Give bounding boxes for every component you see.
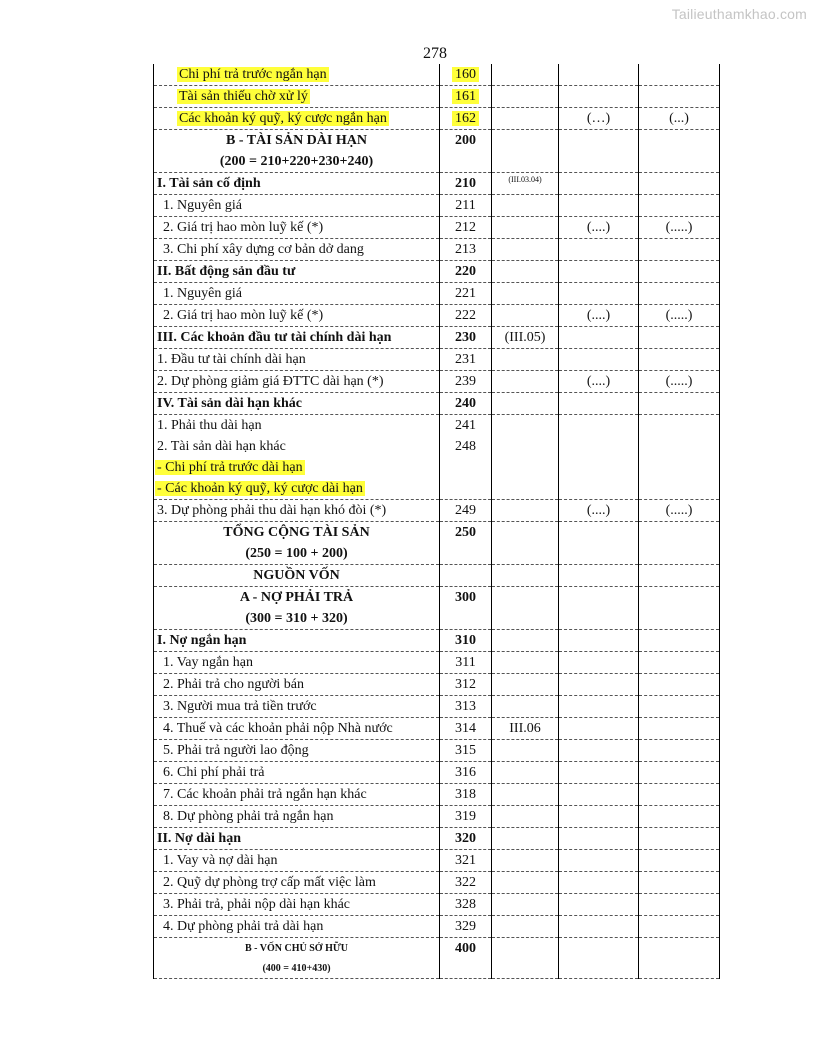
row-code: 161 (440, 86, 492, 108)
row-note (492, 64, 559, 86)
row-note (492, 894, 559, 916)
row-code (440, 565, 492, 587)
row-value-start: (.....) (639, 371, 720, 393)
row-value-start (639, 349, 720, 371)
section-heading-row (154, 522, 720, 544)
row-note (492, 938, 559, 959)
row-value-start (639, 130, 720, 152)
row-code: 250 (440, 522, 492, 544)
row-value-start (639, 522, 720, 544)
section-title: TỔNG CỘNG TÀI SẢN (154, 522, 440, 544)
row-label: - Các khoản ký quỹ, ký cược dài hạn (154, 478, 440, 500)
table-row (154, 86, 720, 108)
row-code: 210 (440, 173, 492, 195)
row-note (492, 130, 559, 152)
row-note (492, 784, 559, 806)
row-label: 1. Nguyên giá (154, 283, 440, 305)
row-label: 5. Phải trả người lao động (154, 740, 440, 762)
row-value-start (639, 151, 720, 173)
row-code (440, 543, 492, 565)
row-value-start: (...) (639, 108, 720, 130)
row-value-end (559, 415, 639, 437)
table-row (154, 393, 720, 415)
table-row (154, 872, 720, 894)
row-label: 3. Người mua trả tiền trước (154, 696, 440, 718)
row-value-end (559, 64, 639, 86)
row-value-end: (....) (559, 371, 639, 393)
row-code: 315 (440, 740, 492, 762)
row-value-start (639, 630, 720, 652)
row-note (492, 457, 559, 478)
table-row (154, 108, 720, 130)
row-value-start (639, 828, 720, 850)
row-label: Chi phí trả trước ngắn hạn (154, 64, 440, 86)
balance-sheet-table (153, 64, 720, 979)
table-row (154, 718, 720, 740)
row-value-start (639, 674, 720, 696)
section-title: B - TÀI SẢN DÀI HẠN (154, 130, 440, 152)
row-value-start (639, 916, 720, 938)
table-row (154, 415, 720, 437)
row-note (492, 762, 559, 784)
row-note (492, 86, 559, 108)
table-row (154, 740, 720, 762)
row-code: 248 (440, 436, 492, 457)
row-value-end (559, 872, 639, 894)
section-heading-row (154, 565, 720, 587)
formula-row (154, 608, 720, 630)
row-value-start (639, 436, 720, 457)
table-row (154, 630, 720, 652)
row-value-end (559, 938, 639, 959)
section-title: NGUỒN VỐN (154, 565, 440, 587)
row-label: 6. Chi phí phải trả (154, 762, 440, 784)
row-value-start: (.....) (639, 500, 720, 522)
table-row (154, 283, 720, 305)
row-code: 318 (440, 784, 492, 806)
table-row (154, 696, 720, 718)
row-value-end: (....) (559, 500, 639, 522)
row-value-start (639, 872, 720, 894)
row-note (492, 108, 559, 130)
row-label: 1. Nguyên giá (154, 195, 440, 217)
watermark: Tailieuthamkhao.com (671, 6, 807, 22)
row-label: 2. Giá trị hao mòn luỹ kế (*) (154, 305, 440, 327)
row-value-start (639, 718, 720, 740)
table-row (154, 478, 720, 500)
row-value-end (559, 261, 639, 283)
row-note (492, 217, 559, 239)
row-code: 249 (440, 500, 492, 522)
row-code (440, 958, 492, 979)
row-code: 230 (440, 327, 492, 349)
row-value-end (559, 283, 639, 305)
row-note (492, 872, 559, 894)
row-note (492, 393, 559, 415)
row-value-start (639, 652, 720, 674)
row-value-start (639, 478, 720, 500)
row-value-start (639, 938, 720, 959)
section-formula: (250 = 100 + 200) (154, 543, 440, 565)
balance-sheet (153, 64, 719, 979)
row-code: 160 (440, 64, 492, 86)
row-label: II. Nợ dài hạn (154, 828, 440, 850)
row-code: 213 (440, 239, 492, 261)
row-value-start (639, 762, 720, 784)
row-note (492, 436, 559, 457)
section-formula: (300 = 310 + 320) (154, 608, 440, 630)
table-row (154, 916, 720, 938)
row-note (492, 283, 559, 305)
table-row (154, 806, 720, 828)
row-code: 162 (440, 108, 492, 130)
table-row (154, 371, 720, 393)
row-value-start (639, 415, 720, 437)
row-value-start (639, 457, 720, 478)
row-note (492, 806, 559, 828)
table-row (154, 674, 720, 696)
row-value-end (559, 696, 639, 718)
table-row (154, 850, 720, 872)
row-note (492, 630, 559, 652)
row-value-end (559, 195, 639, 217)
row-note (492, 500, 559, 522)
row-value-end (559, 740, 639, 762)
row-code: 311 (440, 652, 492, 674)
row-label: Tài sản thiếu chờ xử lý (154, 86, 440, 108)
row-label: IV. Tài sản dài hạn khác (154, 393, 440, 415)
row-code: 321 (440, 850, 492, 872)
row-code: 221 (440, 283, 492, 305)
row-code: 240 (440, 393, 492, 415)
row-label: 3. Phải trả, phải nộp dài hạn khác (154, 894, 440, 916)
table-row (154, 64, 720, 86)
row-code (440, 478, 492, 500)
row-value-start (639, 283, 720, 305)
row-code: 241 (440, 415, 492, 437)
row-value-end (559, 349, 639, 371)
row-value-end (559, 828, 639, 850)
table-row (154, 784, 720, 806)
row-code: 211 (440, 195, 492, 217)
row-value-end (559, 86, 639, 108)
table-row (154, 173, 720, 195)
row-value-start (639, 195, 720, 217)
row-value-end (559, 652, 639, 674)
row-label: 4. Dự phòng phải trả dài hạn (154, 916, 440, 938)
table-row (154, 652, 720, 674)
row-value-end (559, 522, 639, 544)
row-value-end (559, 630, 639, 652)
row-value-start (639, 543, 720, 565)
row-note (492, 522, 559, 544)
row-value-end (559, 894, 639, 916)
row-label: 7. Các khoản phải trả ngắn hạn khác (154, 784, 440, 806)
table-row (154, 239, 720, 261)
row-value-end (559, 784, 639, 806)
row-label: 1. Vay và nợ dài hạn (154, 850, 440, 872)
row-label: I. Tài sản cố định (154, 173, 440, 195)
page-number: 278 (423, 45, 447, 62)
row-label: 2. Giá trị hao mòn luỹ kế (*) (154, 217, 440, 239)
row-value-end (559, 674, 639, 696)
table-row (154, 436, 720, 457)
section-formula: (400 = 410+430) (154, 958, 440, 979)
section-title: B - VỐN CHỦ SỞ HỮU (154, 938, 440, 959)
row-code: 239 (440, 371, 492, 393)
row-code: 320 (440, 828, 492, 850)
table-row (154, 349, 720, 371)
row-code: 220 (440, 261, 492, 283)
row-note (492, 478, 559, 500)
row-value-end (559, 457, 639, 478)
row-value-end (559, 916, 639, 938)
row-value-start (639, 327, 720, 349)
row-code: 312 (440, 674, 492, 696)
row-label: 8. Dự phòng phải trả ngắn hạn (154, 806, 440, 828)
row-value-start (639, 261, 720, 283)
formula-row (154, 151, 720, 173)
formula-row (154, 543, 720, 565)
row-code: 314 (440, 718, 492, 740)
table-row (154, 305, 720, 327)
row-code: 212 (440, 217, 492, 239)
row-note (492, 305, 559, 327)
row-note (492, 916, 559, 938)
row-value-end (559, 239, 639, 261)
row-value-start (639, 565, 720, 587)
row-note (492, 652, 559, 674)
row-value-end: (....) (559, 217, 639, 239)
row-label: 2. Quỹ dự phòng trợ cấp mất việc làm (154, 872, 440, 894)
row-value-start (639, 587, 720, 609)
row-value-end (559, 718, 639, 740)
row-note (492, 195, 559, 217)
row-value-end (559, 436, 639, 457)
row-value-end (559, 762, 639, 784)
table-row (154, 327, 720, 349)
row-value-end (559, 958, 639, 979)
row-code: 322 (440, 872, 492, 894)
row-value-start (639, 806, 720, 828)
row-value-start (639, 958, 720, 979)
table-row (154, 457, 720, 478)
row-label: 1. Đầu tư tài chính dài hạn (154, 349, 440, 371)
row-value-end: (…) (559, 108, 639, 130)
row-value-start (639, 894, 720, 916)
row-note (492, 261, 559, 283)
section-heading-row (154, 130, 720, 152)
table-row (154, 894, 720, 916)
row-label: 3. Dự phòng phải thu dài hạn khó đòi (*) (154, 500, 440, 522)
row-note (492, 543, 559, 565)
row-code: 313 (440, 696, 492, 718)
formula-row (154, 958, 720, 979)
table-row (154, 195, 720, 217)
row-note: III.06 (492, 718, 559, 740)
row-code: 328 (440, 894, 492, 916)
row-value-end (559, 565, 639, 587)
row-value-start (639, 64, 720, 86)
row-label: Các khoản ký quỹ, ký cược ngắn hạn (154, 108, 440, 130)
row-label: 1. Vay ngắn hạn (154, 652, 440, 674)
row-code: 400 (440, 938, 492, 959)
section-title: A - NỢ PHẢI TRẢ (154, 587, 440, 609)
row-note (492, 415, 559, 437)
row-value-end (559, 850, 639, 872)
row-value-start (639, 850, 720, 872)
row-note (492, 958, 559, 979)
row-note (492, 608, 559, 630)
row-label: 1. Phải thu dài hạn (154, 415, 440, 437)
row-code: 222 (440, 305, 492, 327)
row-note (492, 674, 559, 696)
row-code (440, 608, 492, 630)
row-code: 316 (440, 762, 492, 784)
section-formula: (200 = 210+220+230+240) (154, 151, 440, 173)
row-label: - Chi phí trả trước dài hạn (154, 457, 440, 478)
table-row (154, 828, 720, 850)
row-value-start (639, 696, 720, 718)
row-value-end (559, 151, 639, 173)
row-label: III. Các khoản đầu tư tài chính dài hạn (154, 327, 440, 349)
row-value-end (559, 587, 639, 609)
row-value-start: (.....) (639, 305, 720, 327)
row-value-end (559, 543, 639, 565)
row-value-end (559, 478, 639, 500)
row-label: 3. Chi phí xây dựng cơ bản dở dang (154, 239, 440, 261)
row-value-end (559, 327, 639, 349)
row-code: 300 (440, 587, 492, 609)
row-code: 231 (440, 349, 492, 371)
row-note (492, 828, 559, 850)
row-value-start (639, 740, 720, 762)
row-note: (III.05) (492, 327, 559, 349)
row-value-start (639, 393, 720, 415)
section-heading-row (154, 587, 720, 609)
row-note: (III.03.04) (492, 173, 559, 195)
row-label: 2. Dự phòng giảm giá ĐTTC dài hạn (*) (154, 371, 440, 393)
row-note (492, 239, 559, 261)
row-note (492, 349, 559, 371)
row-code: 200 (440, 130, 492, 152)
row-label: 2. Tài sản dài hạn khác (154, 436, 440, 457)
row-value-start (639, 86, 720, 108)
row-note (492, 565, 559, 587)
row-value-start (639, 784, 720, 806)
row-note (492, 740, 559, 762)
table-row (154, 500, 720, 522)
row-note (492, 850, 559, 872)
row-label: 4. Thuế và các khoản phải nộp Nhà nước (154, 718, 440, 740)
row-value-end (559, 393, 639, 415)
row-label: I. Nợ ngắn hạn (154, 630, 440, 652)
table-row (154, 762, 720, 784)
row-value-end (559, 608, 639, 630)
row-note (492, 696, 559, 718)
row-code: 319 (440, 806, 492, 828)
row-value-end (559, 173, 639, 195)
row-value-start: (.....) (639, 217, 720, 239)
row-label: II. Bất động sản đầu tư (154, 261, 440, 283)
row-value-start (639, 239, 720, 261)
row-code (440, 151, 492, 173)
row-note (492, 151, 559, 173)
section-heading-row (154, 938, 720, 959)
row-value-end: (....) (559, 305, 639, 327)
row-note (492, 371, 559, 393)
table-row (154, 261, 720, 283)
row-code: 310 (440, 630, 492, 652)
row-value-end (559, 806, 639, 828)
row-value-start (639, 173, 720, 195)
table-row (154, 217, 720, 239)
row-note (492, 587, 559, 609)
row-code: 329 (440, 916, 492, 938)
row-value-start (639, 608, 720, 630)
row-value-end (559, 130, 639, 152)
row-label: 2. Phải trả cho người bán (154, 674, 440, 696)
row-code (440, 457, 492, 478)
